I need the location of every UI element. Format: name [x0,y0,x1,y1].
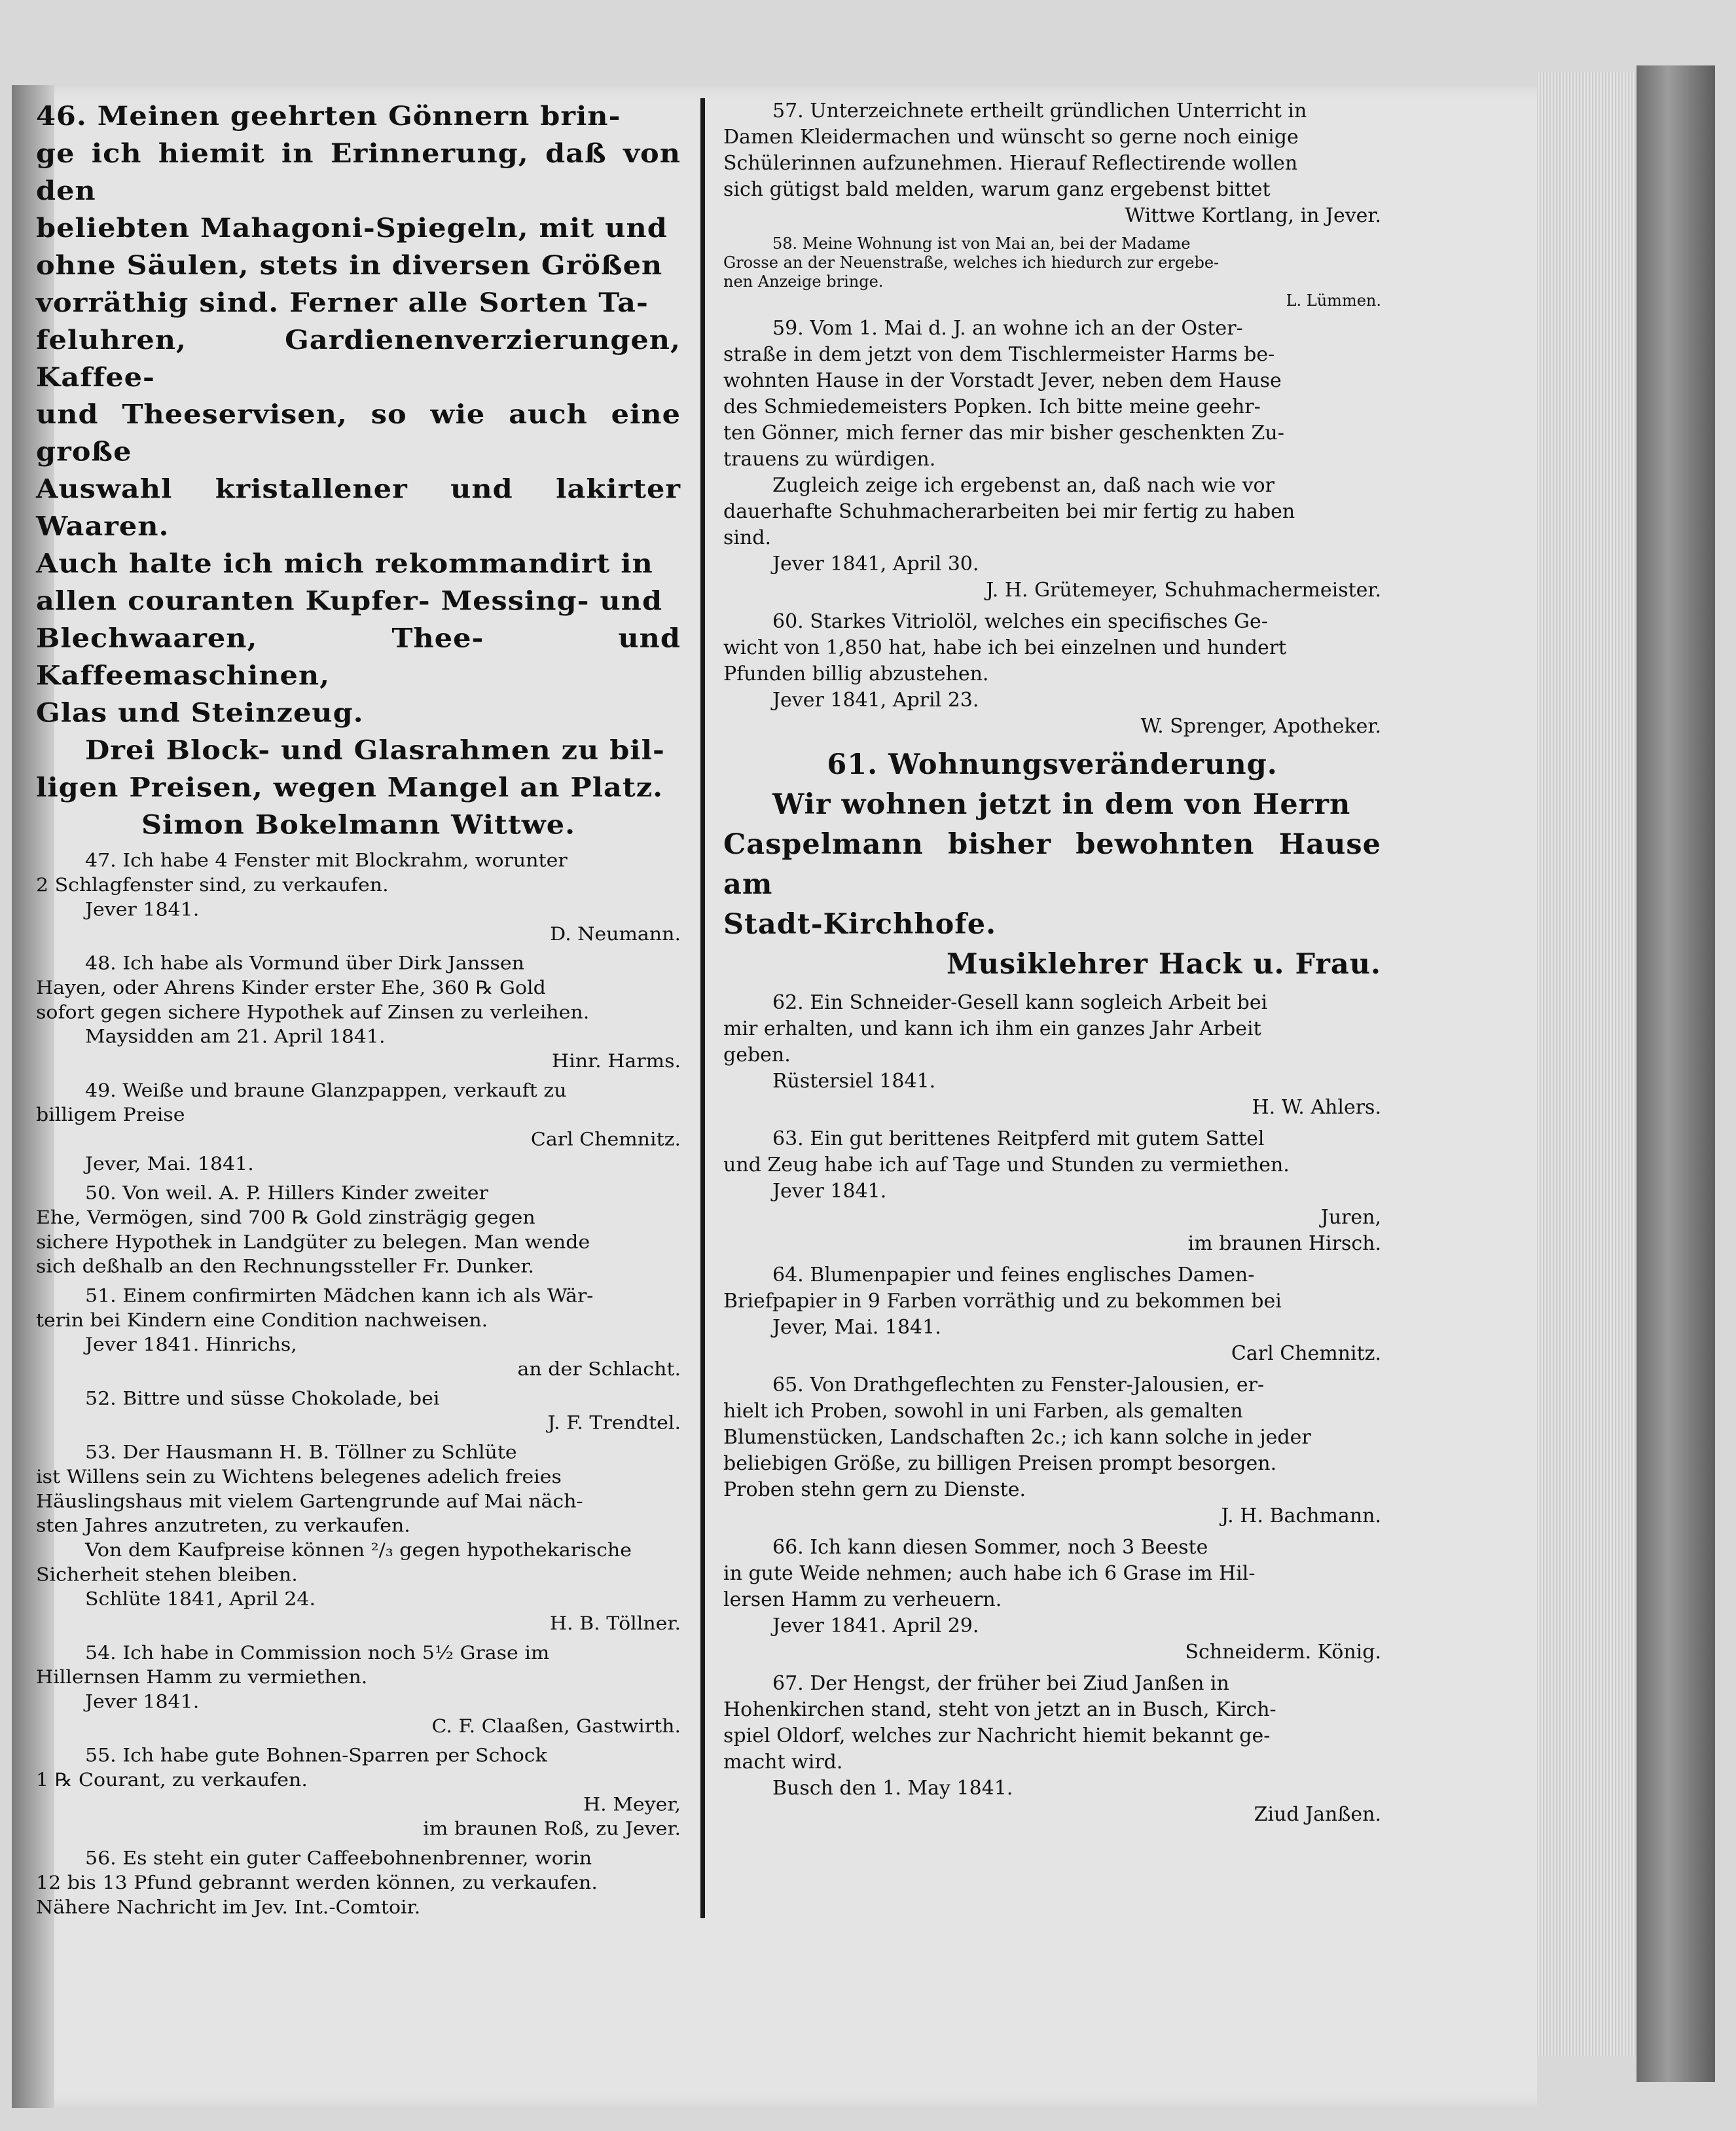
notice-57 [723,98,1381,229]
notice-line: wicht von 1,850 hat, habe ich bei einzelnen und hundert [723,636,1287,659]
notice-line: Briefpapier in 9 Farben vorräthig und zu bekommen bei [723,1290,1282,1313]
notice-line: Auch halte ich mich rekommandirt in [36,549,653,579]
notice-line: 56. Es steht ein guter Caffeebohnenbrenner, worin [85,1848,592,1870]
notice-line: Juren, [1320,1206,1381,1229]
notice-line: Hayen, oder Ahrens Kinder erster Ehe, 360 ℞ Gold [36,977,546,999]
notice-line: Jever, Mai. 1841. [772,1316,941,1339]
notice-line: 66. Ich kann diesen Sommer, noch 3 Beeste [772,1536,1208,1559]
notice-line: beliebigen Größe, zu billigen Preisen prompt besorgen. [723,1452,1277,1475]
column-divider [700,98,705,1918]
notice-line: ge ich hiemit in Erinnerung, daß von den [36,138,681,207]
notice-59 [723,316,1381,604]
notice-line: C. F. Claaßen, Gastwirth. [431,1715,681,1738]
notice-48 [36,951,681,1074]
notice-line: Stadt-Kirchhofe. [723,908,997,941]
notice-line: W. Sprenger, Apotheker. [1140,715,1381,738]
notice-line: Jever, Mai. 1841. [85,1153,254,1175]
notice-line: wohnten Hause in der Vorstadt Jever, neben dem Hause [723,369,1282,392]
notice-line: sten Jahres anzutreten, zu verkaufen. [36,1515,410,1537]
notice-line: im braunen Roß, zu Jever. [423,1818,681,1840]
notice-62 [723,990,1381,1121]
notice-line: Häuslingshaus mit vielem Gartengrunde auf Mai näch- [36,1491,583,1512]
notice-line: macht wird. [723,1751,843,1774]
notice-line: Hillernsen Hamm zu vermiethen. [36,1666,368,1688]
notice-line: L. Lümmen. [1286,291,1381,310]
notice-line: 55. Ich habe gute Bohnen-Sparren per Schock [85,1745,547,1767]
notice-line: Ehe, Vermögen, sind 700 ℞ Gold zinsträgig gegen [36,1207,535,1229]
notice-line: 58. Meine Wohnung ist von Mai an, bei der Madame [772,234,1191,253]
notice-line: sofort gegen sichere Hypothek auf Zinsen zu verleihen. [36,1002,590,1023]
notice-line: Schneiderm. König. [1185,1641,1381,1664]
notice-line: Hohenkirchen stand, steht von jetzt an in Busch, Kirch- [723,1698,1276,1721]
notice-line: 12 bis 13 Pfund gebrannt werden können, zu verkaufen. [36,1872,598,1894]
notice-line: 47. Ich habe 4 Fenster mit Blockrahm, worunter [85,850,568,872]
notice-line: Damen Kleidermachen und wünscht so gerne noch einige [723,126,1299,149]
notice-line: ten Gönner, mich ferner das mir bisher geschenkten Zu- [723,422,1284,445]
notice-line: 54. Ich habe in Commission noch 5½ Grase im [85,1642,550,1664]
notice-63 [723,1126,1381,1257]
notice-line: Pfunden billig abzustehen. [723,663,989,685]
notice-line: nen Anzeige bringe. [723,272,884,291]
notice-54 [36,1641,681,1739]
notice-line: straße in dem jetzt von dem Tischlermeister Harms be- [723,343,1275,366]
book-cover-edge [1637,65,1715,2082]
notice-line: im braunen Hirsch. [1187,1232,1381,1255]
notice-line: Wir wohnen jetzt in dem von Herrn [772,788,1351,821]
notice-line: 63. Ein gut berittenes Reitpferd mit gutem Sattel [772,1127,1265,1150]
notice-55 [36,1744,681,1842]
notice-line: Jever 1841, April 30. [772,553,979,575]
notice-line: 64. Blumenpapier und feines englisches Damen- [772,1264,1255,1286]
left-column [36,98,681,1925]
notice-line: J. H. Bachmann. [1221,1504,1381,1527]
notice-line: Blumenstücken, Landschaften 2c.; ich kann solche in jeder [723,1426,1311,1449]
notice-line: Sicherheit stehen bleiben. [36,1564,298,1586]
notice-56 [36,1846,681,1920]
notice-line: Wittwe Kortlang, in Jever. [1125,204,1381,227]
notice-line: 50. Von weil. A. P. Hillers Kinder zweiter [85,1182,488,1205]
notice-line: H. W. Ahlers. [1252,1096,1381,1119]
notice-line: sich gütigst bald melden, warum ganz ergebenst bittet [723,178,1271,201]
notice-line: Jever 1841. [85,899,200,920]
notice-53 [36,1440,681,1636]
notice-line: Nähere Nachricht im Jev. Int.-Comtoir. [36,1897,421,1918]
notice-line: Von dem Kaufpreise können ²/₃ gegen hypothekarische [85,1539,632,1561]
notice-line: Jever 1841, April 23. [772,689,979,712]
notice-49 [36,1079,681,1176]
notice-line: 67. Der Hengst, der früher bei Ziud Janßen in [772,1672,1229,1695]
notice-line: sich deßhalb an den Rechnungssteller Fr. Dunker. [36,1256,534,1278]
notice-line: vorräthig sind. Ferner alle Sorten Ta- [36,287,649,319]
notice-line: sind. [723,526,772,549]
notice-line: H. B. Töllner. [549,1612,681,1635]
notice-line: sichere Hypothek in Landgüter zu belegen. Man wende [36,1231,590,1253]
notice-line: trauens zu würdigen. [723,448,936,471]
notice-58 [723,234,1381,310]
notice-line: Hinr. Harms. [552,1050,681,1072]
notice-line: 49. Weiße und braune Glanzpappen, verkauft zu [85,1080,567,1102]
notice-line: spiel Oldorf, welches zur Nachricht hiemit bekannt ge- [723,1724,1271,1747]
notice-line: 59. Vom 1. Mai d. J. an wohne ich an der Oster- [772,317,1243,340]
notice-line: billigem Preise [36,1104,185,1126]
notice-line: Jever 1841. April 29. [772,1614,979,1637]
notice-line: 1 ℞ Courant, zu verkaufen. [36,1769,308,1791]
notice-line: Jever 1841. Hinrichs, [85,1334,297,1356]
notice-line: 62. Ein Schneider-Gesell kann sogleich Arbeit bei [772,991,1268,1014]
notice-60 [723,609,1381,740]
notice-line: lersen Hamm zu verheuern. [723,1588,1002,1611]
notice-line: und Theeservisen, so wie auch eine große [36,399,681,467]
notice-line: 60. Starkes Vitriolöl, welches ein specifisches Ge- [772,610,1268,633]
notice-line: Caspelmann bisher bewohnten Hause am [723,828,1381,901]
notice-line: 52. Bittre und süsse Chokolade, bei [85,1388,440,1410]
notice-line: Maysidden am 21. April 1841. [85,1026,386,1048]
notice-line: 57. Unterzeichnete ertheilt gründlichen Unterricht in [772,100,1307,122]
notice-line: Zugleich zeige ich ergebenst an, daß nach wie vor [772,474,1275,497]
notice-line: D. Neumann. [550,923,681,945]
notice-line: Ziud Janßen. [1254,1803,1381,1826]
notice-line: ligen Preisen, wegen Mangel an Platz. [36,772,664,803]
notice-line: Busch den 1. May 1841. [772,1777,1013,1800]
notice-65 [723,1372,1381,1529]
notice-line: Auswahl kristallener und lakirter Waaren. [36,474,681,542]
notice-line: Grosse an der Neuenstraße, welches ich hiedurch zur ergebe- [723,253,1220,272]
notice-line: beliebten Mahagoni-Spiegeln, mit und [36,213,668,244]
notice-line: feluhren, Gardienenverzierungen, Kaffee- [36,325,681,393]
notice-line: Schlüte 1841, April 24. [85,1588,316,1611]
notice-line: Jever 1841. [772,1180,887,1203]
notice-line: Drei Block- und Glasrahmen zu bil- [85,735,665,766]
notice-line: H. Meyer, [583,1794,681,1815]
notice-line: J. F. Trendtel. [547,1412,681,1434]
notice-line: 2 Schlagfenster sind, zu verkaufen. [36,874,389,896]
notice-64 [723,1262,1381,1367]
notice-line: des Schmiedemeisters Popken. Ich bitte meine geehr- [723,395,1261,418]
notice-line: Proben stehn gern zu Dienste. [723,1478,1026,1501]
notice-46 [36,98,681,844]
notice-line: 53. Der Hausmann H. B. Töllner zu Schlüte [85,1442,517,1464]
notice-line: Rüstersiel 1841. [772,1070,936,1093]
notice-line: Jever 1841. [85,1691,200,1713]
notice-line: geben. [723,1044,791,1066]
notice-52 [36,1387,681,1436]
notice-line: hielt ich Proben, sowohl in uni Farben, als gemalten [723,1400,1243,1423]
notice-line: allen couranten Kupfer- Messing- und [36,586,663,617]
notice-line: ohne Säulen, stets in diversen Größen [36,250,663,282]
notice-47 [36,849,681,947]
notice-line: 51. Einem confirmirten Mädchen kann ich als Wär- [85,1285,594,1307]
right-column [723,98,1381,1833]
notice-line: J. H. Grütemeyer, Schuhmachermeister. [986,579,1381,602]
notice-67 [723,1671,1381,1828]
notice-line: Simon Bokelmann Wittwe. [141,809,576,841]
notice-line: 65. Von Drathgeflechten zu Fenster-Jalousien, er- [772,1374,1265,1396]
notice-line: Glas und Steinzeug. [36,697,364,729]
notice-50 [36,1182,681,1279]
notice-line: und Zeug habe ich auf Tage und Stunden zu vermiethen. [723,1154,1290,1176]
notice-line: Carl Chemnitz. [1231,1342,1381,1365]
notice-51 [36,1284,681,1381]
notice-line: Carl Chemnitz. [530,1129,681,1150]
notice-line: an der Schlacht. [517,1358,681,1381]
notice-line: 61. Wohnungsveränderung. [827,748,1278,781]
notice-line: 48. Ich habe als Vormund über Dirk Janssen [85,953,524,975]
notice-line: dauerhafte Schuhmacherarbeiten bei mir fertig zu haben [723,500,1295,523]
notice-line: ist Willens sein zu Wichtens belegenes adelich freies [36,1466,562,1488]
notice-line: in gute Weide nehmen; auch habe ich 6 Grase im Hil- [723,1562,1256,1585]
notice-61 [723,745,1381,985]
notice-line: 46. Meinen geehrten Gönnern brin- [36,101,621,132]
notice-line: Blechwaaren, Thee- und Kaffeemaschinen, [36,623,681,691]
notice-66 [723,1535,1381,1666]
notice-line: Schülerinnen aufzunehmen. Hierauf Reflectirende wollen [723,152,1298,175]
notice-line: Musiklehrer Hack u. Frau. [947,948,1381,981]
notice-line: mir erhalten, und kann ich ihm ein ganzes Jahr Arbeit [723,1017,1261,1040]
notice-line: terin bei Kindern eine Condition nachweisen. [36,1309,488,1332]
